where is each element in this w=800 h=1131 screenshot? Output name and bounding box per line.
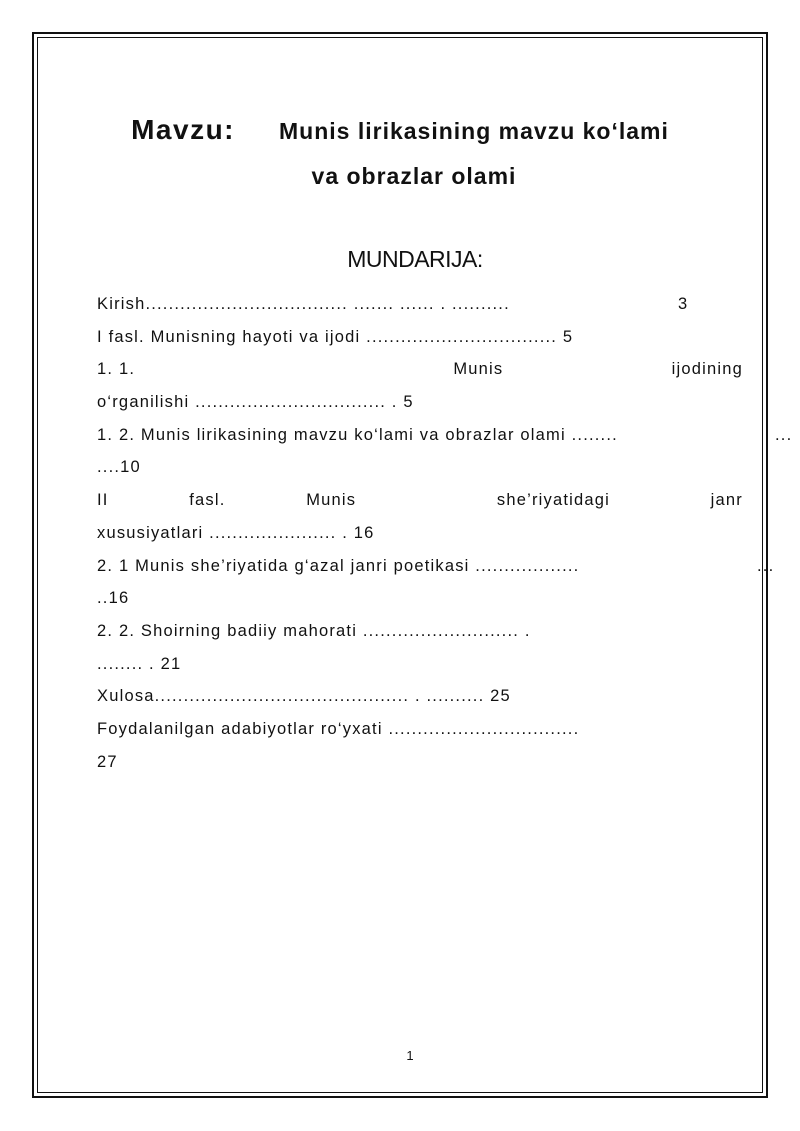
toc-entry-2-2-cont: ........ . 21 [97, 654, 182, 673]
toc-entry-fasl-2-cont: xususiyatlari ...................... . 16 [97, 523, 375, 542]
toc-entry-2-1 [97, 550, 775, 583]
toc-entry-1-1-cont: o‘rganilishi ................................. . 5 [97, 393, 414, 412]
table-of-contents [97, 288, 793, 778]
title-label: Mavzu: [131, 114, 236, 145]
toc-word: ijodining [671, 360, 743, 379]
toc-entry-text: 2. 1 Munis she’riyatida g‘azal janri poetikasi .................. [97, 556, 580, 575]
title-line-2: va obrazlar olami [311, 163, 517, 189]
toc-entry-adabiyotlar-page: 27 [97, 752, 118, 771]
title-line-1 [0, 114, 800, 146]
toc-word: II [97, 491, 109, 510]
toc-word: janr [710, 491, 743, 510]
toc-entry-adabiyotlar: Foydalanilgan adabiyotlar ro‘yxati ................................. [97, 719, 580, 738]
toc-entry-1-1 [97, 353, 743, 386]
toc-word: fasl. [189, 491, 226, 510]
toc-leader-overflow: ... [757, 556, 775, 575]
toc-entry-1-2 [97, 419, 793, 452]
toc-entry-2-1-cont: ..16 [97, 589, 130, 608]
toc-word: she’riyatidagi [496, 491, 610, 510]
toc-word: Munis [306, 491, 357, 510]
toc-entry-fasl-1: I fasl. Munisning hayoti va ijodi ................................. 5 [97, 327, 574, 346]
title-text-1: Munis lirikasining mavzu ko‘lami [279, 118, 669, 144]
toc-entry-1-2-cont: ....10 [97, 458, 141, 477]
page-number: 1 [406, 1048, 414, 1063]
toc-heading: MUNDARIJA: [347, 246, 483, 272]
toc-entry-fasl-2 [97, 484, 743, 517]
toc-leader-overflow: ... [775, 425, 793, 444]
toc-entry-2-2: 2. 2. Shoirning badiiy mahorati ........................... . [97, 621, 531, 640]
toc-word: 1. 1. [97, 360, 136, 379]
toc-entry-xulosa: Xulosa............................................ . .......... 25 [97, 687, 511, 706]
toc-entry-text: 1. 2. Munis lirikasining mavzu ko‘lami va obrazlar olami ........ [97, 425, 618, 444]
toc-entry-text: Kirish................................... ....... ...... . .......... [97, 295, 510, 313]
toc-entry-page: 3 [678, 295, 689, 313]
toc-entry-kirish [97, 288, 743, 321]
toc-word: Munis [453, 360, 504, 379]
